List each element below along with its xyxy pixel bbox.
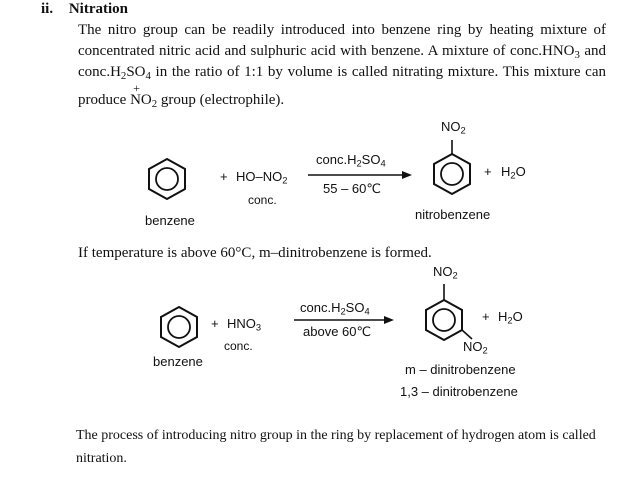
reaction1-plus-1: + [220, 169, 228, 184]
nitrobenzene-ring [432, 140, 472, 198]
conclusion-line-2: nitration. [76, 451, 127, 466]
reaction1-reagent-note: conc. [248, 193, 277, 207]
reaction1-plus-2: + [484, 164, 492, 179]
conclusion-line-1: The process of introducing nitro group in the ring by replacement of hydrogen atom is called [76, 428, 596, 443]
reaction2-product-label-2: 1,3 – dinitrobenzene [400, 384, 518, 399]
intro-line-3: $conc.H_2SO_4$ in the ratio of 1:1 by volume is called nitrating mixture. This mixture can [78, 64, 606, 83]
reaction1-product-group: $NO_2$ [441, 119, 466, 136]
reaction2-plus-1: + [211, 316, 219, 331]
reaction1-arrow [308, 170, 412, 180]
benzene-ring-1 [147, 157, 187, 201]
section-title: Nitration [68, 1, 129, 17]
section-heading [41, 1, 128, 18]
intro-line-1: The nitro group can be readily introduced into benzene ring by heating mixture of [78, 22, 606, 38]
electrophile-charge: + [133, 81, 140, 95]
reaction1-reactant-label: benzene [145, 213, 195, 228]
reaction2-product-group-top: $NO_2$ [433, 264, 458, 281]
reaction2-plus-2: + [482, 309, 490, 324]
reaction2-reactant-label: benzene [153, 354, 203, 369]
benzene-ring-2 [159, 305, 199, 349]
reaction1-arrow-top: $conc.H_2SO_4$ [316, 152, 386, 169]
reaction2-product-group-side: $NO_2$ [463, 339, 488, 356]
intro-line-4: produce + $NO_2$ group (electrophile). [78, 81, 285, 111]
reaction1-arrow-bottom: 55 – 60℃ [323, 181, 381, 196]
reaction1-byproduct: $H_2O$ [501, 164, 526, 181]
reaction2-reagent-note: conc. [224, 339, 253, 353]
reaction2-arrow-top: $conc.H_2SO_4$ [300, 300, 370, 317]
section-number: ii. [41, 1, 54, 17]
reaction2-byproduct: $H_2O$ [498, 309, 523, 326]
condition-text: If temperature is above 60°C, m–dinitrobenzene is formed. [78, 245, 432, 261]
reaction2-product-label-1: m – dinitrobenzene [405, 362, 516, 377]
reaction2-reagent: $HNO_3$ [227, 316, 262, 333]
reaction1-reagent: $HO-NO_2$ [236, 169, 288, 186]
reaction1-product-label: nitrobenzene [415, 207, 491, 222]
intro-line-2: concentrated nitric acid and sulphuric acid with benzene. A mixture of $conc.HNO_3$ and [78, 43, 606, 62]
reaction2-arrow-bottom: above 60℃ [303, 324, 372, 339]
